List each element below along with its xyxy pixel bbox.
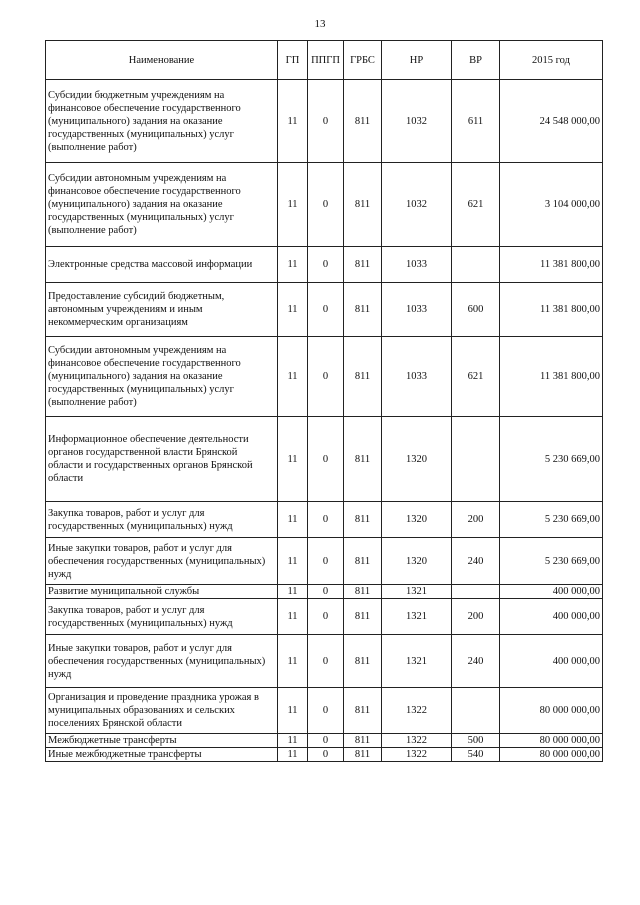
table-row <box>46 80 603 163</box>
row-vr: 621 <box>452 163 500 247</box>
row-name: Субсидии автономным учреждениям на финансовое обеспечение государственного (муниципального) задания на оказание государственных (муниципальных) услуг (выполнение работ) <box>46 163 278 247</box>
row-nr: 1321 <box>382 599 452 635</box>
row-gp: 11 <box>278 734 308 748</box>
row-gp: 11 <box>278 635 308 688</box>
table-row <box>46 163 603 247</box>
row-name: Электронные средства массовой информации <box>46 247 278 283</box>
row-nr: 1320 <box>382 502 452 538</box>
row-amount: 5 230 669,00 <box>500 417 603 502</box>
row-ppgp: 0 <box>308 748 344 762</box>
row-name: Субсидии бюджетным учреждениям на финансовое обеспечение государственного (муниципального) задания на оказание государственных (муниципальных) услуг (выполнение работ) <box>46 80 278 163</box>
column-header-amount: 2015 год <box>500 41 603 80</box>
row-vr: 240 <box>452 538 500 585</box>
row-gp: 11 <box>278 163 308 247</box>
row-name: Межбюджетные трансферты <box>46 734 278 748</box>
table-row <box>46 283 603 337</box>
row-ppgp: 0 <box>308 502 344 538</box>
page-number: 13 <box>314 18 326 30</box>
row-gp: 11 <box>278 337 308 417</box>
row-gp: 11 <box>278 80 308 163</box>
row-grbs: 811 <box>344 635 382 688</box>
row-name: Информационное обеспечение деятельности органов государственной власти Брянской области и государственных органов Брянской области <box>46 417 278 502</box>
row-gp: 11 <box>278 688 308 734</box>
row-name: Иные закупки товаров, работ и услуг для обеспечения государственных (муниципальных) нужд <box>46 635 278 688</box>
row-amount: 400 000,00 <box>500 585 603 599</box>
table-row <box>46 688 603 734</box>
row-name: Развитие муниципальной службы <box>46 585 278 599</box>
row-vr <box>452 247 500 283</box>
row-amount: 400 000,00 <box>500 635 603 688</box>
row-grbs: 811 <box>344 502 382 538</box>
table-row <box>46 599 603 635</box>
table-row <box>46 247 603 283</box>
row-ppgp: 0 <box>308 599 344 635</box>
column-header-nr: НР <box>382 41 452 80</box>
row-amount: 400 000,00 <box>500 599 603 635</box>
row-amount: 11 381 800,00 <box>500 283 603 337</box>
row-nr: 1322 <box>382 688 452 734</box>
row-ppgp: 0 <box>308 585 344 599</box>
row-name: Иные закупки товаров, работ и услуг для обеспечения государственных (муниципальных) нужд <box>46 538 278 585</box>
row-nr: 1320 <box>382 538 452 585</box>
row-grbs: 811 <box>344 337 382 417</box>
row-nr: 1033 <box>382 283 452 337</box>
row-amount: 5 230 669,00 <box>500 538 603 585</box>
row-grbs: 811 <box>344 283 382 337</box>
row-ppgp: 0 <box>308 538 344 585</box>
row-nr: 1032 <box>382 163 452 247</box>
table-row <box>46 538 603 585</box>
row-nr: 1033 <box>382 337 452 417</box>
row-grbs: 811 <box>344 247 382 283</box>
row-grbs: 811 <box>344 417 382 502</box>
row-vr <box>452 688 500 734</box>
row-vr: 200 <box>452 502 500 538</box>
row-name: Субсидии автономным учреждениям на финансовое обеспечение государственного (муниципального) задания на оказание государственных (муниципальных) услуг (выполнение работ) <box>46 337 278 417</box>
row-nr: 1322 <box>382 748 452 762</box>
row-nr: 1322 <box>382 734 452 748</box>
row-vr: 600 <box>452 283 500 337</box>
table-row <box>46 748 603 762</box>
table-row <box>46 585 603 599</box>
row-grbs: 811 <box>344 599 382 635</box>
row-amount: 80 000 000,00 <box>500 734 603 748</box>
row-grbs: 811 <box>344 163 382 247</box>
row-name: Иные межбюджетные трансферты <box>46 748 278 762</box>
row-gp: 11 <box>278 247 308 283</box>
table-row <box>46 417 603 502</box>
row-grbs: 811 <box>344 80 382 163</box>
row-ppgp: 0 <box>308 80 344 163</box>
row-ppgp: 0 <box>308 635 344 688</box>
table-row <box>46 635 603 688</box>
table-row <box>46 734 603 748</box>
column-header-ppgp: ППГП <box>308 41 344 80</box>
row-name: Предоставление субсидий бюджетным, автономным учреждениям и иным некоммерческим организациям <box>46 283 278 337</box>
row-ppgp: 0 <box>308 283 344 337</box>
row-gp: 11 <box>278 417 308 502</box>
row-ppgp: 0 <box>308 734 344 748</box>
row-nr: 1321 <box>382 635 452 688</box>
row-name: Закупка товаров, работ и услуг для государственных (муниципальных) нужд <box>46 502 278 538</box>
row-grbs: 811 <box>344 538 382 585</box>
row-vr <box>452 585 500 599</box>
row-gp: 11 <box>278 502 308 538</box>
row-nr: 1032 <box>382 80 452 163</box>
table-row <box>46 337 603 417</box>
row-amount: 11 381 800,00 <box>500 337 603 417</box>
row-gp: 11 <box>278 748 308 762</box>
table-row <box>46 502 603 538</box>
row-gp: 11 <box>278 283 308 337</box>
budget-table <box>45 40 603 762</box>
table-header-row <box>46 41 603 80</box>
row-vr: 611 <box>452 80 500 163</box>
row-name: Закупка товаров, работ и услуг для государственных (муниципальных) нужд <box>46 599 278 635</box>
row-ppgp: 0 <box>308 163 344 247</box>
row-amount: 24 548 000,00 <box>500 80 603 163</box>
row-ppgp: 0 <box>308 247 344 283</box>
row-vr: 621 <box>452 337 500 417</box>
row-vr: 240 <box>452 635 500 688</box>
row-nr: 1033 <box>382 247 452 283</box>
row-grbs: 811 <box>344 688 382 734</box>
row-nr: 1320 <box>382 417 452 502</box>
row-ppgp: 0 <box>308 688 344 734</box>
row-nr: 1321 <box>382 585 452 599</box>
row-gp: 11 <box>278 585 308 599</box>
row-vr: 200 <box>452 599 500 635</box>
column-header-grbs: ГРБС <box>344 41 382 80</box>
column-header-gp: ГП <box>278 41 308 80</box>
row-gp: 11 <box>278 599 308 635</box>
row-amount: 80 000 000,00 <box>500 688 603 734</box>
row-vr: 540 <box>452 748 500 762</box>
row-gp: 11 <box>278 538 308 585</box>
row-amount: 5 230 669,00 <box>500 502 603 538</box>
row-ppgp: 0 <box>308 417 344 502</box>
row-vr: 500 <box>452 734 500 748</box>
row-vr <box>452 417 500 502</box>
column-header-vr: ВР <box>452 41 500 80</box>
row-amount: 3 104 000,00 <box>500 163 603 247</box>
row-amount: 11 381 800,00 <box>500 247 603 283</box>
row-name: Организация и проведение праздника урожая в муниципальных образованиях и сельских поселениях Брянской области <box>46 688 278 734</box>
row-grbs: 811 <box>344 734 382 748</box>
row-amount: 80 000 000,00 <box>500 748 603 762</box>
row-grbs: 811 <box>344 748 382 762</box>
row-grbs: 811 <box>344 585 382 599</box>
column-header-name: Наименование <box>46 41 278 80</box>
row-ppgp: 0 <box>308 337 344 417</box>
